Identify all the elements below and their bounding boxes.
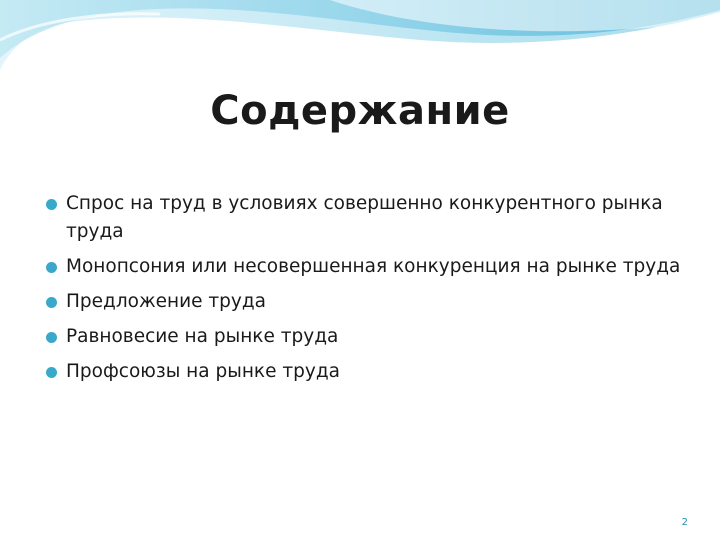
list-item [46,288,686,316]
list-item-text: Профсоюзы на рынке труда [66,361,340,382]
bullet-icon [46,199,57,210]
list-item [46,323,686,351]
list-item-text: Равновесие на рынке труда [66,326,339,347]
list-item-text: Спрос на труд в условиях совершенно конкурентного рынка труда [66,193,663,242]
list-item [46,358,686,386]
bullet-icon [46,332,57,343]
page-number: 2 [681,517,688,528]
bullet-icon [46,297,57,308]
bullet-icon [46,367,57,378]
header-wave-decoration [0,0,720,90]
slide-title: Содержание [210,88,510,134]
list-item [46,253,686,281]
bullet-icon [46,262,57,273]
list-item [46,190,686,246]
list-item-text: Предложение труда [66,291,266,312]
contents-list [46,190,686,393]
list-item-text: Монопсония или несовершенная конкуренция на рынке труда [66,256,681,277]
